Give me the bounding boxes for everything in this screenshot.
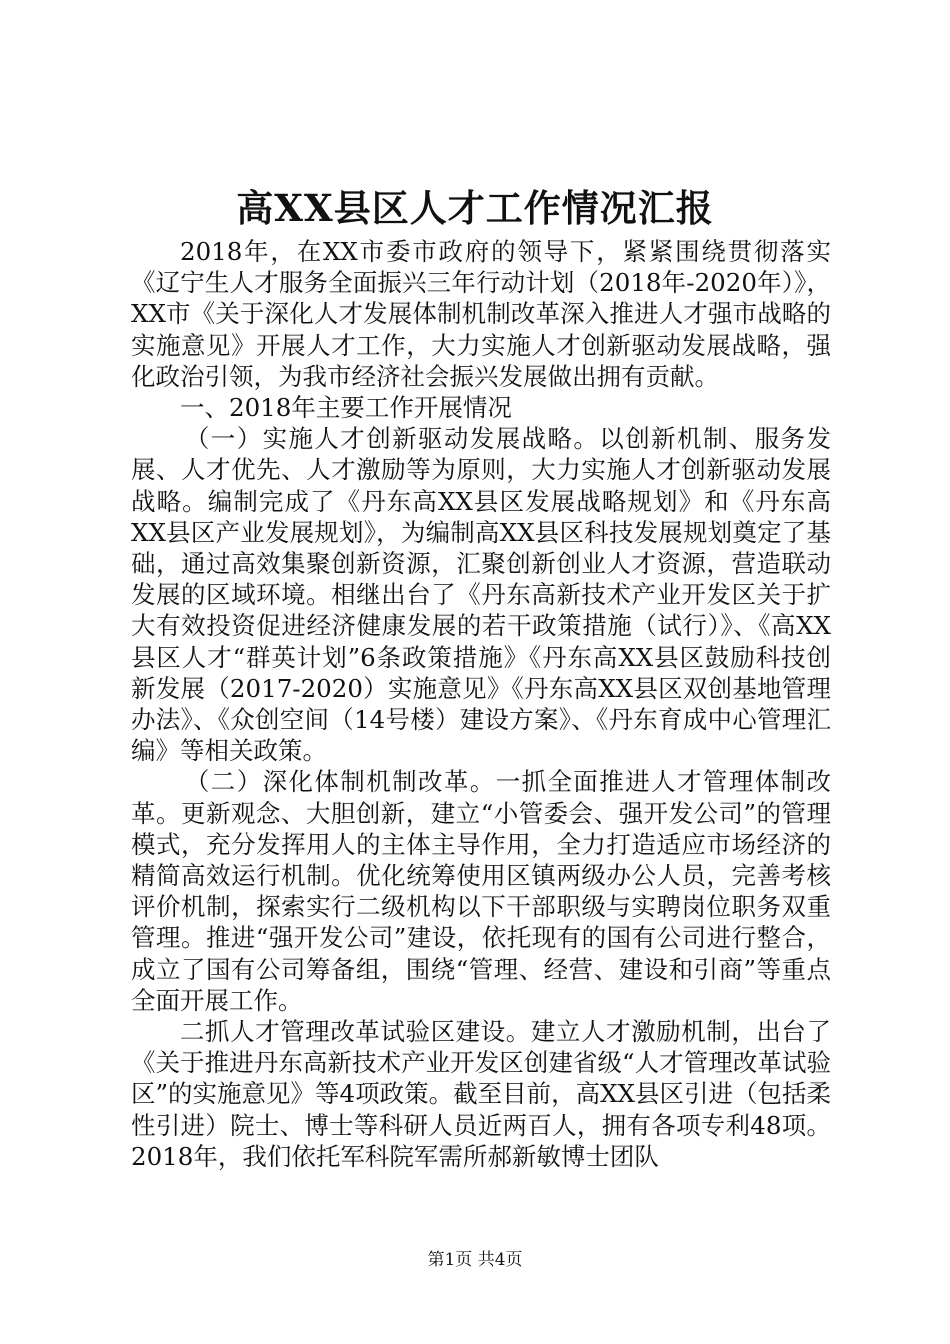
- document-title: 高XX县区人才工作情况汇报: [236, 186, 714, 230]
- paragraph-section-2-part-2: 二抓人才管理改革试验区建设。建立人才激励机制，出台了《关于推进丹东高新技术产业开发区创建省级“人才管理改革试验区”的实施意见》等4项政策。截至目前，高XX县区引进（包括柔性引进）院士、博士等科研人员近两百人，拥有各项专利48项。2018年，我们依托军科院军需所郝新敏博士团队: [131, 1017, 831, 1171]
- paragraph-section-1: （一）实施人才创新驱动发展战略。以创新机制、服务发展、人才优先、人才激励等为原则，大力实施人才创新驱动发展战略。编制完成了《丹东高XX县区发展战略规划》和《丹东高XX县区产业发展规划》，为编制高XX县区科技发展规划奠定了基础，通过高效集聚创新资源，汇聚创新创业人才资源，营造联动发展的区域环境。相继出台了《丹东高新技术产业开发区关于扩大有效投资促进经济健康发展的若干政策措施（试行）》、《高XX县区人才“群英计划”6条政策措施》《丹东高XX县区鼓励科技创新发展（2017-2020）实施意见》《丹东高XX县区双创基地管理办法》、《众创空间（14号楼）建设方案》、《丹东育成中心管理汇编》等相关政策。: [131, 424, 831, 766]
- paragraph-section-2: （二）深化体制机制改革。一抓全面推进人才管理体制改革。更新观念、大胆创新，建立“小管委会、强开发公司”的管理模式，充分发挥用人的主体主导作用，全力打造适应市场经济的精简高效运行机制。优化统筹使用区镇两级办公人员，完善考核评价机制，探索实行二级机构以下干部职级与实聘岗位职务双重管理。推进“强开发公司”建设，依托现有的国有公司进行整合，成立了国有公司筹备组，围绕“管理、经营、建设和引商”等重点全面开展工作。: [131, 767, 831, 1015]
- paragraph-intro: 2018年，在XX市委市政府的领导下，紧紧围绕贯彻落实《辽宁生人才服务全面振兴三年行动计划（2018年-2020年）》，XX市《关于深化人才发展体制机制改革深入推进人才强市战略的实施意见》开展人才工作，大力实施人才创新驱动发展战略，强化政治引领，为我市经济社会振兴发展做出拥有贡献。: [131, 237, 831, 391]
- page-number-footer: 第1页 共4页: [427, 1250, 523, 1270]
- section-heading: 一、2018年主要工作开展情况: [180, 393, 512, 423]
- document-body: [131, 236, 831, 1172]
